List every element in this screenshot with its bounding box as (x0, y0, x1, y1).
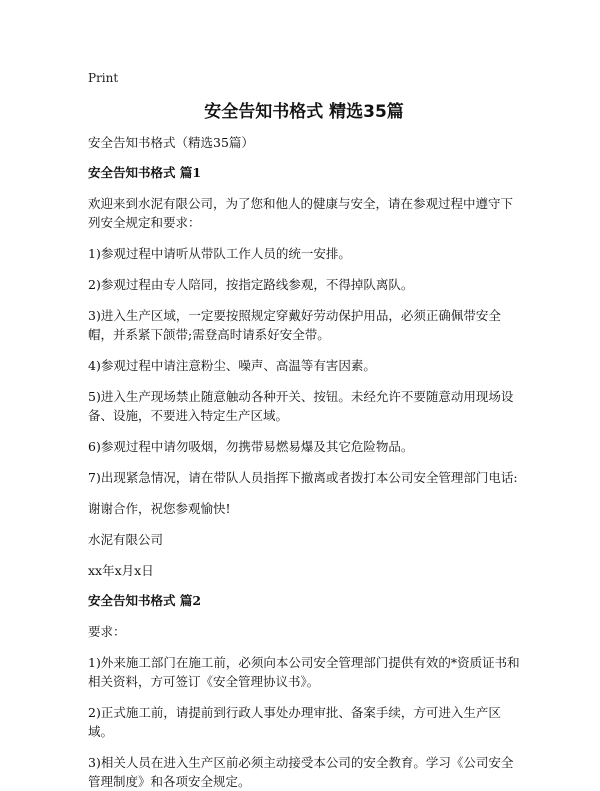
section-1 (88, 164, 520, 580)
print-link[interactable]: Print (88, 71, 119, 85)
paragraph: 3)相关人员在进入生产区前必须主动接受本公司的安全教育。学习《公司安全管理制度》和各项安全规定。 (88, 755, 514, 789)
paragraph: 1)参观过程中请听从带队工作人员的统一安排。 (88, 246, 351, 261)
paragraph: 4)参观过程中请注意粉尘、噪声、高温等有害因素。 (88, 358, 376, 373)
document-title: 安全告知书格式 精选35篇 (204, 102, 404, 122)
paragraph: 7)出现紧急情况，请在带队人员指挥下撤离或者拨打本公司安全管理部门电话: (88, 470, 518, 485)
paragraph: 2)参观过程由专人陪同，按指定路线参观，不得掉队离队。 (88, 277, 414, 292)
paragraph: 2)正式施工前，请提前到行政人事处办理审批、备案手续，方可进入生产区域。 (88, 705, 501, 739)
section-2 (88, 592, 520, 791)
section-heading: 安全告知书格式 篇2 (88, 593, 202, 608)
paragraph: 1)外来施工部门在施工前，必须向本公司安全管理部门提供有效的*资质证书和相关资料，方可签订《安全管理协议书》。 (88, 655, 520, 689)
section-heading: 安全告知书格式 篇1 (88, 165, 202, 180)
paragraph: 6)参观过程中请勿吸烟，勿携带易燃易爆及其它危险物品。 (88, 439, 414, 454)
paragraph: 谢谢合作，祝您参观愉快! (88, 501, 231, 516)
paragraph: 5)进入生产现场禁止随意触动各种开关、按钮。未经允许不要随意动用现场设备、设施，不要进入特定生产区域。 (88, 389, 514, 423)
paragraph: 欢迎来到水泥有限公司，为了您和他人的健康与安全，请在参观过程中遵守下列安全规定和要求： (88, 196, 514, 230)
document-subtitle: 安全告知书格式（精选35篇） (88, 135, 254, 150)
date-line: xx年x月x日 (88, 563, 154, 578)
company-name: 水泥有限公司 (88, 532, 164, 547)
paragraph: 要求： (88, 624, 126, 639)
paragraph: 3)进入生产区域，一定要按照规定穿戴好劳动保护用品，必须正确佩带安全帽，并系紧下颌带;需登高时请系好安全带。 (88, 308, 501, 342)
